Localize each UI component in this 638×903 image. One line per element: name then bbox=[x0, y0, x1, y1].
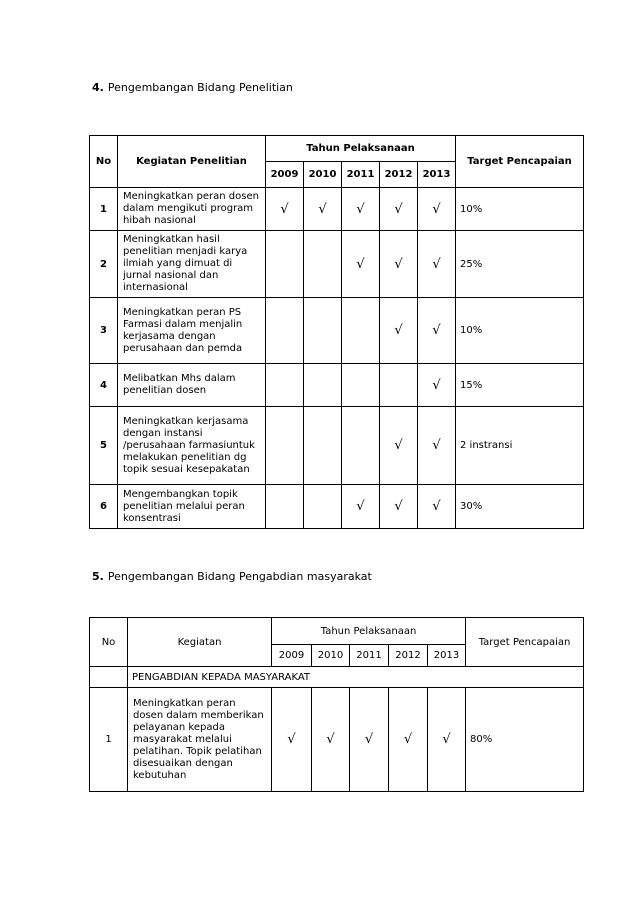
group-empty-cell bbox=[90, 667, 128, 688]
section-5-heading bbox=[92, 570, 372, 583]
check-mark bbox=[304, 231, 342, 298]
check-mark: √ bbox=[342, 231, 380, 298]
header-kegiatan: Kegiatan Penelitian bbox=[118, 136, 266, 188]
community-service-table bbox=[89, 617, 584, 792]
check-mark: √ bbox=[342, 485, 380, 529]
header-year: 2012 bbox=[380, 162, 418, 188]
check-mark bbox=[304, 485, 342, 529]
header-no: No bbox=[90, 618, 128, 667]
row-target: 10% bbox=[456, 298, 584, 364]
row-activity: Meningkatkan peran dosen dalam mengikuti program hibah nasional bbox=[118, 188, 266, 231]
row-activity: Meningkatkan peran dosen dalam memberikan pelayanan kepada masyarakat melalui pelatihan. Topik pelatihan disesuaikan dengan kebutuhan bbox=[128, 688, 272, 792]
check-mark bbox=[304, 364, 342, 407]
header-tahun: Tahun Pelaksanaan bbox=[266, 136, 456, 162]
row-no: 1 bbox=[90, 688, 128, 792]
header-year: 2009 bbox=[272, 645, 312, 667]
header-target: Target Pencapaian bbox=[466, 618, 584, 667]
check-mark: √ bbox=[418, 364, 456, 407]
table-row bbox=[90, 485, 584, 529]
header-target: Target Pencapaian bbox=[456, 136, 584, 188]
check-mark bbox=[342, 364, 380, 407]
check-mark bbox=[304, 407, 342, 485]
section-5-title: Pengembangan Bidang Pengabdian masyarakat bbox=[107, 570, 372, 583]
row-target: 25% bbox=[456, 231, 584, 298]
table-row bbox=[90, 231, 584, 298]
check-mark bbox=[380, 364, 418, 407]
check-mark: √ bbox=[418, 298, 456, 364]
table-row bbox=[90, 407, 584, 485]
row-no: 3 bbox=[90, 298, 118, 364]
row-target: 2 instransi bbox=[456, 407, 584, 485]
check-mark bbox=[266, 298, 304, 364]
header-year: 2013 bbox=[418, 162, 456, 188]
row-no: 1 bbox=[90, 188, 118, 231]
check-mark: √ bbox=[272, 688, 312, 792]
check-mark bbox=[266, 231, 304, 298]
row-target: 10% bbox=[456, 188, 584, 231]
check-mark: √ bbox=[418, 188, 456, 231]
header-year: 2010 bbox=[312, 645, 350, 667]
check-mark: √ bbox=[418, 231, 456, 298]
row-target: 30% bbox=[456, 485, 584, 529]
check-mark bbox=[342, 407, 380, 485]
check-mark: √ bbox=[418, 407, 456, 485]
row-activity: Meningkatkan kerjasama dengan instansi /perusahaan farmasiuntuk melakukan penelitian dg topik sesuai kesepakatan bbox=[118, 407, 266, 485]
header-no: No bbox=[90, 136, 118, 188]
header-year: 2011 bbox=[342, 162, 380, 188]
table-row bbox=[90, 188, 584, 231]
check-mark bbox=[266, 364, 304, 407]
check-mark bbox=[266, 485, 304, 529]
header-kegiatan: Kegiatan bbox=[128, 618, 272, 667]
check-mark: √ bbox=[380, 485, 418, 529]
header-year: 2009 bbox=[266, 162, 304, 188]
research-table bbox=[89, 135, 584, 529]
check-mark: √ bbox=[418, 485, 456, 529]
check-mark: √ bbox=[389, 688, 428, 792]
row-target: 15% bbox=[456, 364, 584, 407]
check-mark: √ bbox=[380, 407, 418, 485]
group-label: PENGABDIAN KEPADA MASYARAKAT bbox=[128, 667, 584, 688]
check-mark: √ bbox=[380, 188, 418, 231]
check-mark: √ bbox=[304, 188, 342, 231]
row-no: 5 bbox=[90, 407, 118, 485]
section-4-number: 4. bbox=[92, 81, 104, 94]
table-row bbox=[90, 688, 584, 792]
header-tahun: Tahun Pelaksanaan bbox=[272, 618, 466, 645]
row-activity: Mengembangkan topik penelitian melalui peran konsentrasi bbox=[118, 485, 266, 529]
check-mark: √ bbox=[266, 188, 304, 231]
row-activity: Meningkatkan peran PS Farmasi dalam menjalin kerjasama dengan perusahaan dan pemda bbox=[118, 298, 266, 364]
row-activity: Meningkatkan hasil penelitian menjadi karya ilmiah yang dimuat di jurnal nasional dan internasional bbox=[118, 231, 266, 298]
check-mark: √ bbox=[350, 688, 389, 792]
group-row bbox=[90, 667, 584, 688]
row-no: 6 bbox=[90, 485, 118, 529]
header-year: 2011 bbox=[350, 645, 389, 667]
check-mark: √ bbox=[342, 188, 380, 231]
check-mark: √ bbox=[312, 688, 350, 792]
check-mark bbox=[304, 298, 342, 364]
row-activity: Melibatkan Mhs dalam penelitian dosen bbox=[118, 364, 266, 407]
section-5-number: 5. bbox=[92, 570, 104, 583]
header-year: 2010 bbox=[304, 162, 342, 188]
header-year: 2013 bbox=[428, 645, 466, 667]
section-4-heading bbox=[92, 81, 293, 94]
check-mark bbox=[266, 407, 304, 485]
check-mark: √ bbox=[428, 688, 466, 792]
row-no: 2 bbox=[90, 231, 118, 298]
header-year: 2012 bbox=[389, 645, 428, 667]
check-mark bbox=[342, 298, 380, 364]
row-target: 80% bbox=[466, 688, 584, 792]
check-mark: √ bbox=[380, 231, 418, 298]
table-row bbox=[90, 364, 584, 407]
section-4-title: Pengembangan Bidang Penelitian bbox=[107, 81, 293, 94]
row-no: 4 bbox=[90, 364, 118, 407]
check-mark: √ bbox=[380, 298, 418, 364]
table-row bbox=[90, 298, 584, 364]
